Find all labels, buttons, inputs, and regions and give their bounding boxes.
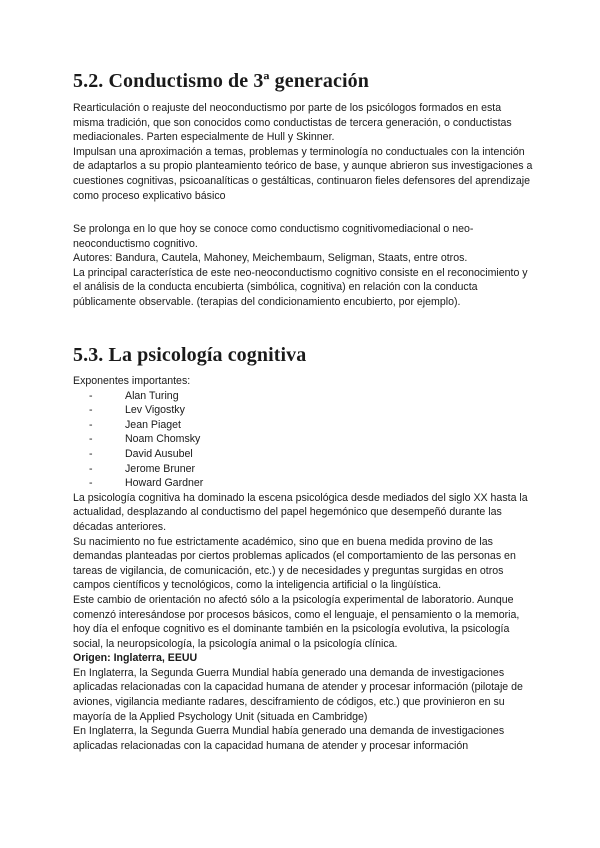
paragraph: Este cambio de orientación no afectó sólo a la psicología experimental de laboratorio. Aunque comenzó interesándose por procesos básicos, como el lenguaje, el pensamiento o la memoria, hoy día el enfoque cognitivo es el dominante también en la psicología evolutiva, la psicología social, la neuropsicología, la psicología animal o la psicología clínica. [73,593,520,650]
section-conductismo-body [73,101,533,203]
list-item [89,403,533,418]
dash-bullet: - [89,389,93,402]
origin-heading: Origen: Inglaterra, EEUU [73,652,198,665]
section-conductismo-body-2 [73,222,533,310]
exponents-list [73,389,533,491]
paragraph: Rearticulación o reajuste del neoconductismo por parte de los psicólogos formados en esta misma tradición, que son conocidos como conductistas de tercera generación, o conductistas mediacionales. Parten especialmente de Hull y Skinner. [73,102,512,144]
section-heading-psicologia-cognitiva: 5.3. La psicología cognitiva [73,344,307,366]
list-item [89,476,533,491]
dash-bullet: - [89,404,93,417]
list-item-text: Noam Chomsky [125,433,201,446]
section-psicologia-cognitiva-body [73,374,533,753]
list-item-text: Jean Piaget [125,418,181,431]
list-item-text: Alan Turing [125,389,179,402]
dash-bullet: - [89,462,93,475]
dash-bullet: - [89,447,93,460]
dash-bullet: - [89,433,93,446]
paragraph: En Inglaterra, la Segunda Guerra Mundial había generado una demanda de investigaciones aplicadas relacionadas con la capacidad humana de atender y procesar información (pilotaje de aviones, vigilancia mediante radares, desciframiento de códigos, etc.) que provinieron en su mayoría de la Applied Psychology Unit (situada en Cambridge) [73,666,523,723]
list-item-text: Jerome Bruner [125,462,196,475]
list-item-text: Howard Gardner [125,477,204,490]
paragraph: Autores: Bandura, Cautela, Mahoney, Meichembaum, Seligman, Staats, entre otros. [73,252,468,265]
list-item [89,447,533,462]
paragraph: La principal característica de este neo-neoconductismo cognitivo consiste en el reconocimiento y el análisis de la conducta encubierta (simbólica, cognitiva) en relación con la conducta públicamente observable. (terapias del condicionamiento encubierto, por ejemplo). [73,266,528,308]
list-item [89,418,533,433]
paragraph: Impulsan una aproximación a temas, problemas y terminología no conductuales con la intención de adaptarlos a su propio planteamiento teórico de base, y aunque abrieron sus investigaciones a cuestiones cognitivas, psicoanalíticas o gestálticas, continuaron fieles defensores del aprendizaje como proceso explicativo básico [73,145,533,202]
list-item [89,462,533,477]
paragraph: La psicología cognitiva ha dominado la escena psicológica desde mediados del siglo XX hasta la actualidad, desplazando al conductismo del papel hegemónico que desempeñó durante las décadas anteriores. [73,491,528,533]
list-item-text: David Ausubel [125,447,193,460]
list-item-text: Lev Vigostky [125,404,185,417]
paragraph: En Inglaterra, la Segunda Guerra Mundial había generado una demanda de investigaciones aplicadas relacionadas con la capacidad humana de atender y procesar información [73,725,505,752]
dash-bullet: - [89,477,93,490]
list-item [89,432,533,447]
dash-bullet: - [89,418,93,431]
section-heading-conductismo: 5.2. Conductismo de 3ª generación [73,70,369,92]
exponents-intro: Exponentes importantes: [73,375,191,387]
paragraph: Se prolonga en lo que hoy se conoce como conductismo cognitivomediacional o neo-neoconductismo cognitivo. [73,223,474,250]
paragraph: Su nacimiento no fue estrictamente académico, sino que en buena medida provino de las demandas planteadas por ciertos problemas aplicados (el comportamiento de las personas en tareas de vigilancia, de comunicación, etc.) y de necesidades y preguntas surgidas en otros campos científicos y tecnológicos, como la inteligencia artificial o la lingüística. [73,535,516,592]
list-item [89,389,533,404]
